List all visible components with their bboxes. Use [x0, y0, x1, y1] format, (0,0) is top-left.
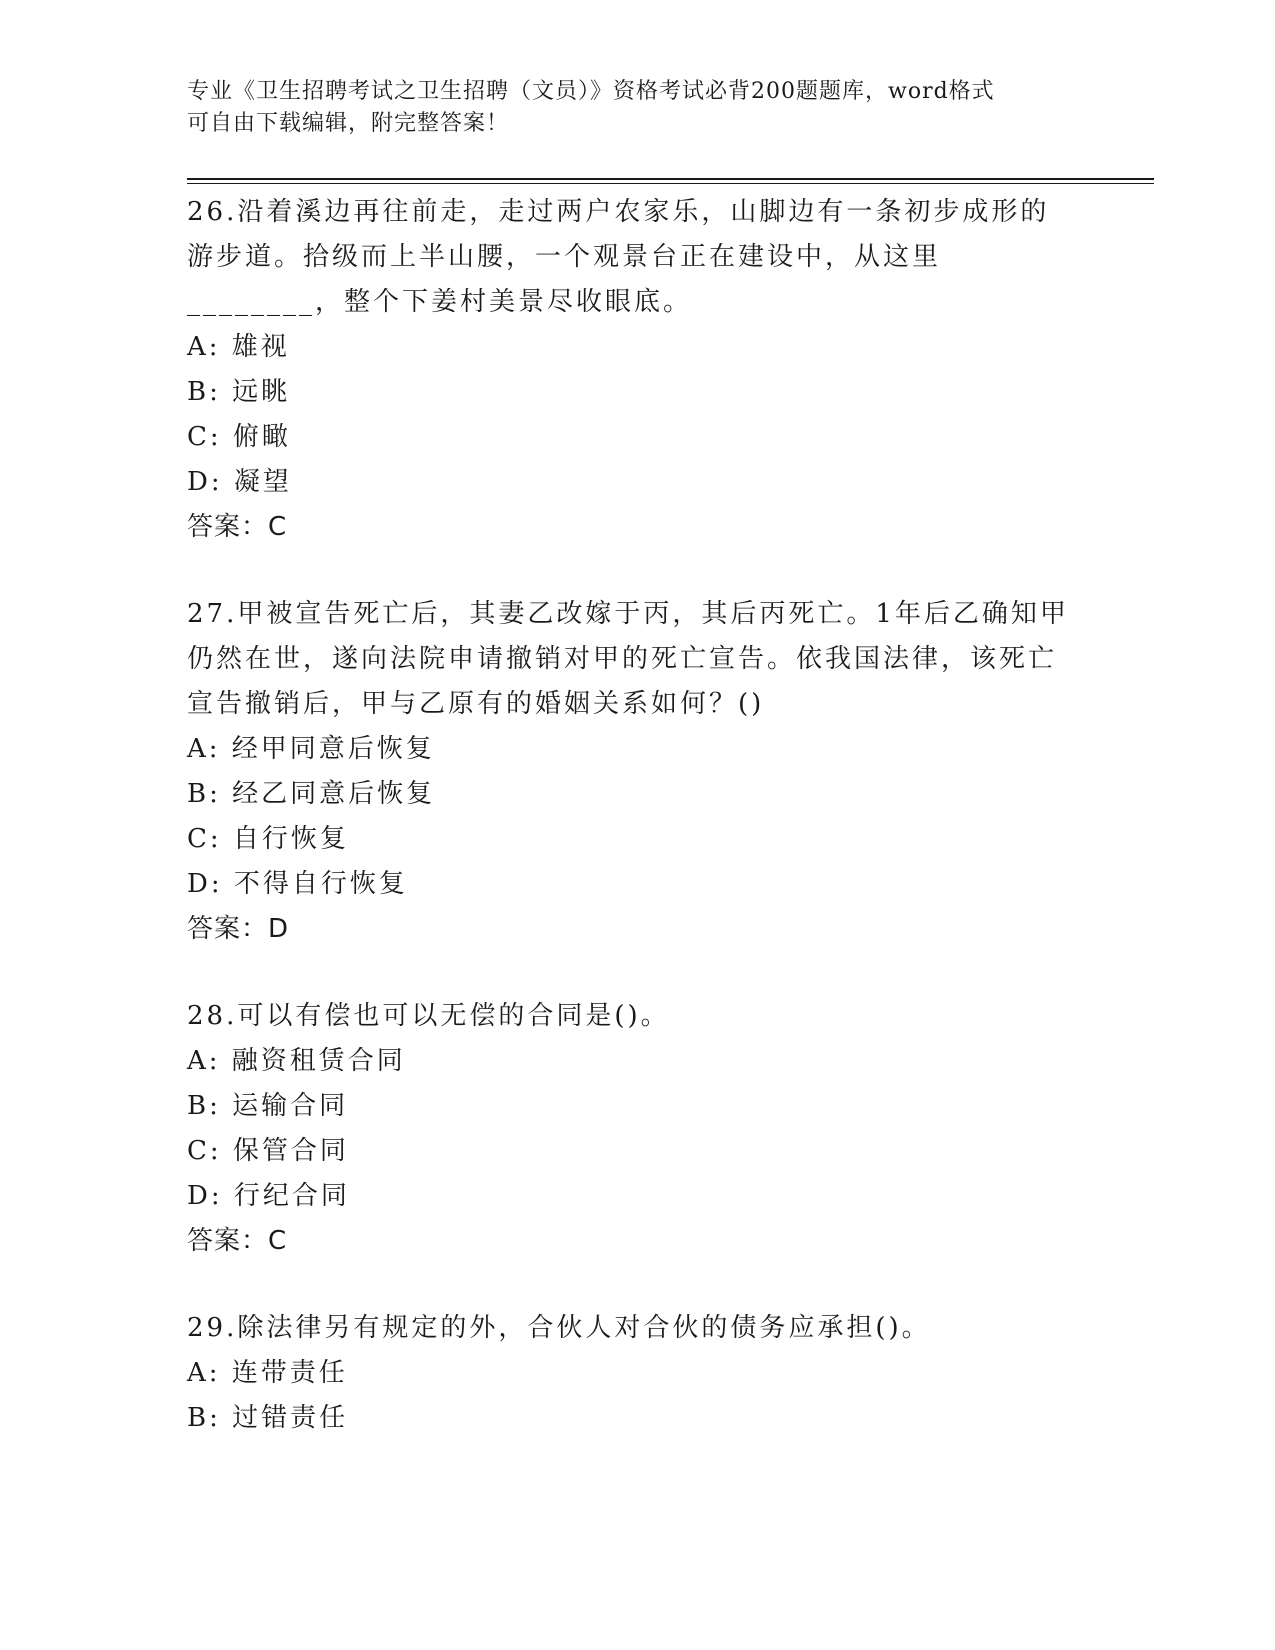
answer: 答案：D: [187, 914, 290, 944]
answer: 答案：C: [187, 512, 288, 542]
question-stem: 26.沿着溪边再往前走，走过两户农家乐，山脚边有一条初步成形的游步道。拾级而上半山腰，一个观景台正在建设中，从这里________，整个下姜村美景尽收眼底。: [187, 197, 1050, 317]
header-line-2: 可自由下载编辑，附完整答案！: [187, 111, 510, 136]
document-header: [187, 76, 1067, 140]
option-b: B: 远眺: [187, 377, 291, 407]
option-c: C: 俯瞰: [187, 422, 291, 452]
question-27: [187, 592, 1077, 952]
header-rule-thick: [187, 178, 1154, 180]
header-line-1: 专业《卫生招聘考试之卫生招聘（文员）》资格考试必背200题题库，word格式: [187, 79, 995, 104]
answer: 答案：C: [187, 1226, 288, 1256]
option-c: C: 保管合同: [187, 1136, 349, 1166]
option-b: B: 运输合同: [187, 1091, 349, 1121]
header-rule-thin: [187, 183, 1154, 184]
question-29: [187, 1306, 1077, 1441]
option-c: C: 自行恢复: [187, 824, 349, 854]
question-26: [187, 190, 1077, 550]
question-stem: 27.甲被宣告死亡后，其妻乙改嫁于丙，其后丙死亡。1年后乙确知甲仍然在世，遂向法院申请撤销对甲的死亡宣告。依我国法律，该死亡宣告撤销后，甲与乙原有的婚姻关系如何？(): [187, 599, 1069, 719]
option-a: A: 连带责任: [187, 1358, 348, 1388]
question-stem: 28.可以有偿也可以无偿的合同是()。: [187, 1001, 670, 1031]
option-b: B: 经乙同意后恢复: [187, 779, 436, 809]
option-d: D: 不得自行恢复: [187, 869, 408, 899]
option-b: B: 过错责任: [187, 1403, 349, 1433]
option-a: A: 经甲同意后恢复: [187, 734, 435, 764]
option-d: D: 凝望: [187, 467, 292, 497]
option-d: D: 行纪合同: [187, 1181, 350, 1211]
question-stem: 29.除法律另有规定的外，合伙人对合伙的债务应承担()。: [187, 1313, 931, 1343]
question-28: [187, 994, 1077, 1264]
question-list: [187, 190, 1077, 1483]
option-a: A: 融资租赁合同: [187, 1046, 406, 1076]
option-a: A: 雄视: [187, 332, 290, 362]
